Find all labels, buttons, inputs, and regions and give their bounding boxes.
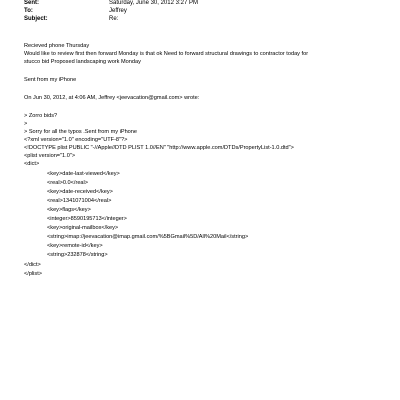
plist-value-1: <real>0.0</real>: [47, 180, 89, 186]
xml-dict-close: </dict>: [24, 262, 41, 268]
body-line-2: Would like to review first then forward Monday is that ok Need to forward structural drawings to contractor today for: [24, 51, 309, 57]
quoted-line-3: > Sorry for all the typos .Sent from my iPhone: [24, 129, 138, 135]
plist-key-2: <key>date-received</key>: [47, 189, 113, 195]
plist-value-4: <string>imap://jeevacation@imap.gmail.com/%5BGmail%5D/All%20Mail</string>: [47, 234, 249, 240]
to-value: Jeffrey: [109, 8, 127, 14]
body-line-3: stucco bid Proposed landscaping work Monday: [24, 59, 141, 65]
xml-dict-open: <dict>: [24, 161, 40, 167]
header-to-row: [24, 7, 127, 15]
subject-value: Re:: [109, 16, 119, 22]
sent-from-iphone: Sent from my iPhone: [24, 77, 77, 83]
to-label: To:: [24, 8, 33, 14]
on-wrote-line: On Jun 30, 2012, at 4:06 AM, Jeffrey <jeevacation@gmail.com> wrote:: [24, 95, 200, 101]
plist-value-3: <integer>8590195713</integer>: [47, 216, 127, 222]
quoted-line-2: >: [24, 121, 28, 127]
plist-key-4: <key>original-mailbox</key>: [47, 225, 119, 231]
xml-plist-close: </plist>: [24, 271, 43, 277]
xml-doctype: <!DOCTYPE plist PUBLIC "-//Apple//DTD PLIST 1.0//EN" "http://www.apple.com/DTDs/PropertyList-1.0.dtd">: [24, 145, 294, 151]
plist-key-1: <key>date-last-viewed</key>: [47, 171, 120, 177]
sent-label: Sent:: [24, 0, 39, 6]
xml-declaration: <?xml version="1.0" encoding="UTF-8"?>: [24, 137, 128, 143]
header-sent-row: [24, 0, 198, 7]
sent-value: Saturday, June 30, 2012 3:27 PM: [109, 0, 198, 6]
subject-label: Subject:: [24, 16, 48, 22]
plist-value-5: <string>232878</string>: [47, 252, 108, 258]
plist-value-2: <real>1341071004</real>: [47, 198, 112, 204]
body-line-1: Recieved phone Thursday: [24, 43, 90, 49]
plist-key-3: <key>flags</key>: [47, 207, 91, 213]
xml-plist-open: <plist version="1.0">: [24, 153, 76, 159]
quoted-line-1: > Zorro bids?: [24, 113, 58, 119]
plist-key-5: <key>remote-id</key>: [47, 243, 103, 249]
header-subject-row: [24, 15, 118, 23]
